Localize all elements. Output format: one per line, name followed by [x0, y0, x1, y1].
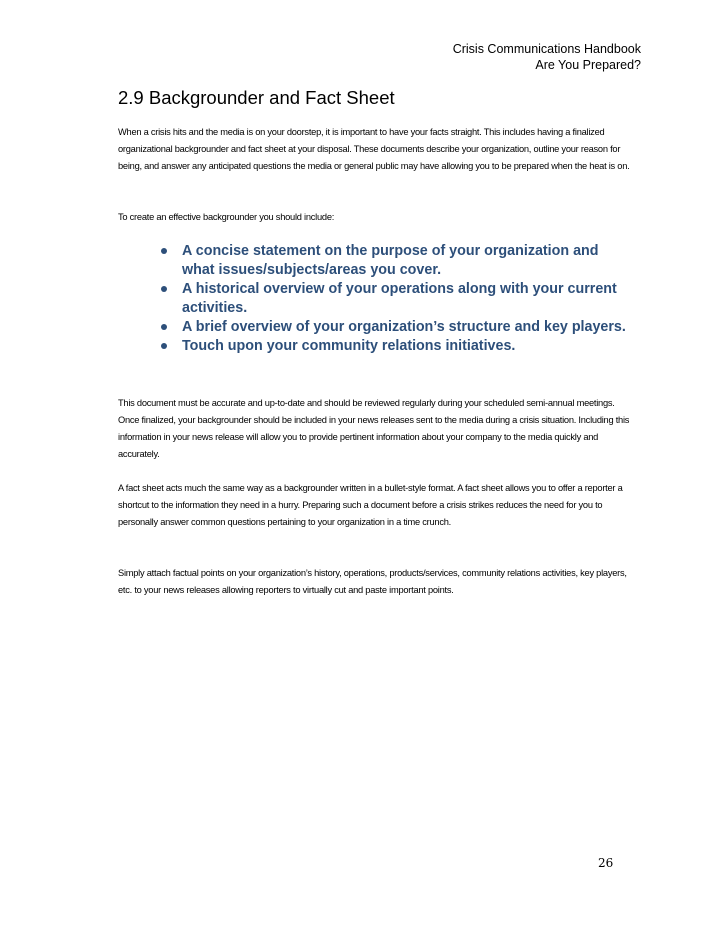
list-item [160, 242, 630, 280]
bullet-text: Touch upon your community relations initiatives. [182, 338, 516, 354]
header-document-title: Crisis Communications Handbook [452, 42, 641, 56]
backgrounder-bullet-list [160, 242, 630, 356]
bullet-icon [161, 343, 167, 349]
section-title: 2.9 Backgrounder and Fact Sheet [118, 87, 395, 108]
list-item [160, 337, 630, 356]
bullet-icon [161, 248, 167, 254]
accuracy-paragraph: This document must be accurate and up-to-date and should be reviewed regularly during your scheduled semi-annual meetings. Once finalized, your backgrounder should be included in your news releases sent to the media during a crisis situation. Including this information in your news release will allow you to provide pertinent information about your company to the media quickly and accurately. [118, 398, 630, 459]
bullet-text: A concise statement on the purpose of your organization and what issues/subjects/areas you cover. [182, 243, 599, 278]
running-header [453, 41, 641, 73]
bullet-icon [161, 324, 167, 330]
attach-paragraph: Simply attach factual points on your organization’s history, operations, products/services, community relations activities, key players, etc. to your news releases allowing reporters to virtually cut and paste important points. [118, 568, 627, 595]
bullet-icon [161, 286, 167, 292]
lead-in-paragraph: To create an effective backgrounder you should include: [118, 212, 335, 222]
bullet-text: A historical overview of your operations along with your current activities. [182, 281, 617, 316]
fact-sheet-paragraph: A fact sheet acts much the same way as a backgrounder written in a bullet-style format. A fact sheet allows you to offer a reporter a shortcut to the information they need in a hurry. Preparing such a document before a crisis strikes reduces the need for you to personally answer common questions pertaining to your organization in a time crunch. [118, 483, 623, 527]
list-item [160, 280, 630, 318]
list-item [160, 318, 630, 337]
page-number: 26 [598, 856, 614, 870]
intro-paragraph: When a crisis hits and the media is on your doorstep, it is important to have your facts straight. This includes having a finalized organizational backgrounder and fact sheet at your disposal. These documents describe your organization, outline your reason for being, and answer any anticipated questions the media or general public may have allowing you to be prepared when the heat is on. [118, 127, 630, 171]
header-tagline: Are You Prepared? [535, 58, 641, 72]
bullet-text: A brief overview of your organization’s structure and key players. [182, 319, 626, 335]
